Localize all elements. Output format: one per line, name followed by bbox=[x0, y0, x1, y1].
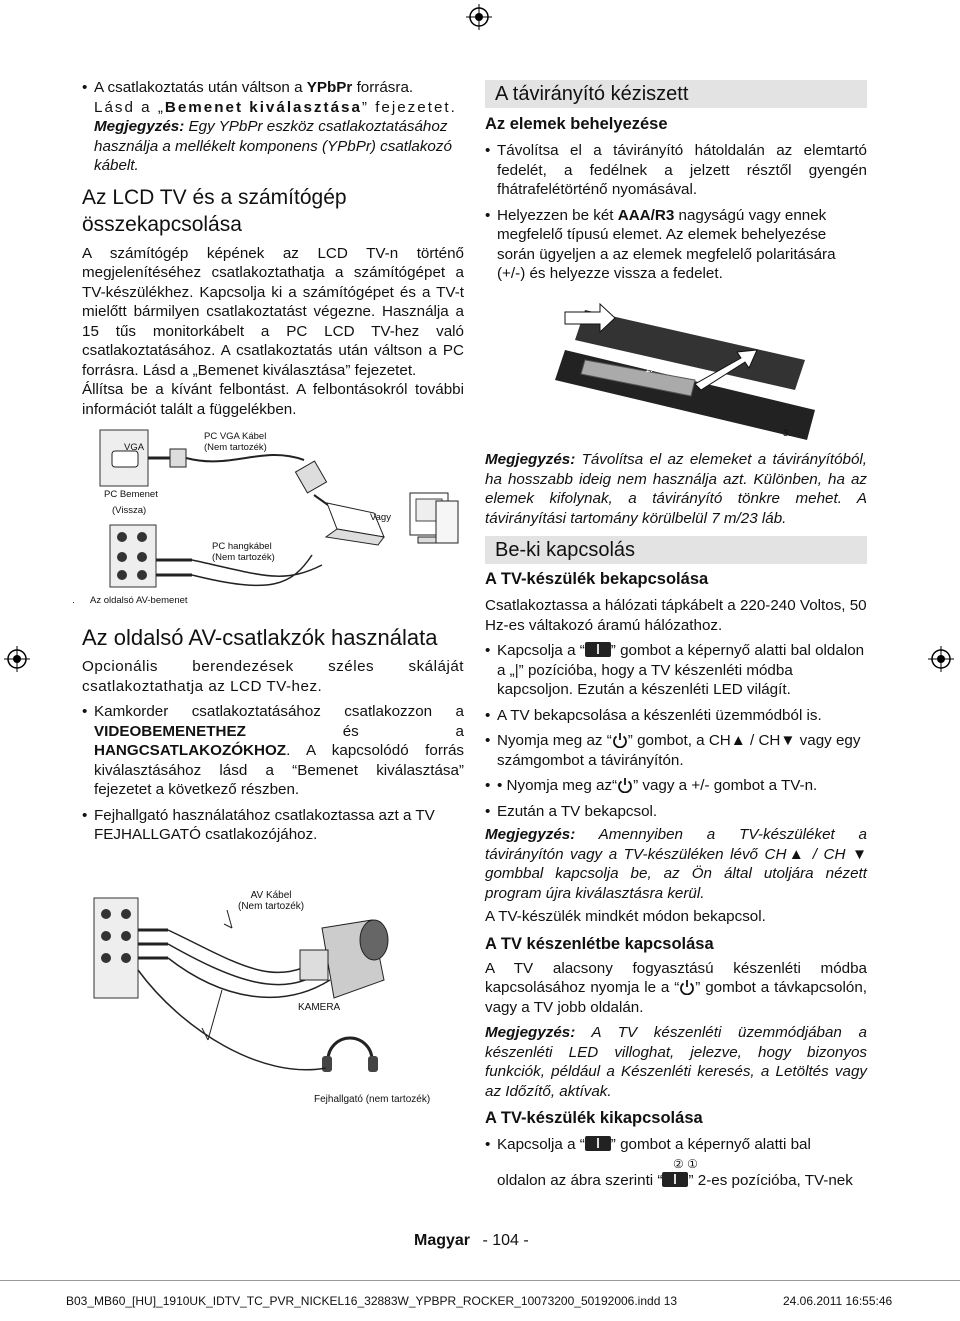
standby-note: Megjegyzés: A TV készenléti üzemmódjában a készenléti LED villoghat, jelezve, hogy bizonyos funkciók, például a Készenléti keresés, a Letöltés vagy az Időzítő, aktívak. bbox=[485, 1024, 867, 1100]
footer-date: 24.06.2011 16:55:46 bbox=[783, 1294, 893, 1308]
standby-icon bbox=[617, 777, 633, 793]
language-label: Magyar bbox=[414, 1232, 471, 1249]
av-connection-illustration bbox=[82, 880, 472, 1110]
headphone-label: Fejhallgató (nem tartozék) bbox=[314, 1094, 431, 1105]
pc-connection-illustration bbox=[82, 425, 472, 620]
av-intro: Opcionális berendezések széles skáláját csatlakoztathatja az LCD TV-hez. bbox=[82, 658, 464, 695]
off-subheading: A TV-készülék kikapcsolása bbox=[485, 1109, 703, 1127]
footer-rule bbox=[0, 1280, 960, 1281]
off-bullet-1: • Kapcsolja a “ ” gombot a képernyő alatti bal bbox=[485, 1135, 867, 1155]
vga-cable-label: PC VGA Kábel (Nem tartozék) bbox=[204, 431, 267, 453]
registration-mark-icon bbox=[466, 4, 492, 30]
pc-connection-figure bbox=[72, 425, 472, 620]
pc-text: A számítógép képének az LCD TV-n történő megjelenítéséhez csatlakoztathatja a számítógépet a TV-készülékhez. Kapcsolja ki a számítógépet és a TV-t mielőtt bármilyen csatlakoztatást végezne. Használja a 15 tűs monitorkábelt a PC LCD TV-hez való csatlakoztatásához. A csatlakoztatás után váltson a PC forrásra. Lásd a „Bemenet kiválasztása” fejezetet. bbox=[82, 244, 464, 379]
back-label: (Vissza) bbox=[112, 505, 147, 516]
off-position-numbers: ② ① bbox=[673, 1156, 698, 1171]
battery-subheading: Az elemek behelyezése bbox=[485, 115, 668, 133]
on-bullet-1: • Kapcsolja a “ ” gombot a képernyő alatti bal oldalon a „|” pozícióba, hogy a TV készenléti módba kapcsoljon. Ezután a készenléti LED világít. bbox=[485, 641, 867, 700]
av-heading: Az oldalsó AV-csatlakzók használata bbox=[82, 625, 438, 650]
power-switch-icon bbox=[662, 1172, 688, 1187]
or-label: Vagy bbox=[370, 512, 391, 523]
side-av-label: Az oldalsó AV-bemenet bbox=[90, 595, 188, 606]
av-camcorder-bullet: • Kamkorder csatlakoztatásához csatlakozzon a VIDEOBEMENETHEZ és a HANGCSATLAKOZÓKHOZ. A kapcsolódó forrás kiválasztásához lásd a “Bemenet kiválasztása” fejezetet a következő részben. bbox=[82, 702, 464, 800]
remote-heading: A távirányító kéziszett bbox=[485, 80, 867, 108]
step-3-label: 3. bbox=[783, 428, 791, 439]
standby-icon bbox=[679, 979, 695, 995]
on-text-2: A TV-készülék mindkét módon bekapcsol. bbox=[485, 908, 766, 925]
standby-subheading: A TV készenlétbe kapcsolása bbox=[485, 934, 714, 953]
av-cable-label: AV Kábel (Nem tartozék) bbox=[238, 890, 305, 912]
left-column-top bbox=[82, 78, 464, 419]
pc-input-label: PC Bemenet bbox=[104, 489, 158, 500]
on-bullet-4: • • Nyomja meg az“ ” vagy a +/- gombot a TV-n. bbox=[485, 776, 867, 796]
pc-heading: Az LCD TV és a számítógép összekapcsolása bbox=[82, 185, 347, 236]
step-1-label: 1. bbox=[645, 364, 653, 375]
footer-filename: B03_MB60_[HU]_1910UK_IDTV_TC_PVR_NICKEL16_32883W_YPBPR_ROCKER_10073200_50192006.indd 13 bbox=[66, 1294, 678, 1308]
registration-mark-icon bbox=[928, 646, 954, 672]
onoff-heading: Be-ki kapcsolás bbox=[485, 536, 867, 564]
power-switch-icon bbox=[585, 642, 611, 657]
on-text: Csatlakoztassa a hálózati tápkábelt a 220-240 Voltos, 50 Hz-es váltakozó áramú hálózathoz. bbox=[485, 597, 867, 634]
right-column-top bbox=[485, 80, 867, 284]
remote-battery-illustration bbox=[545, 300, 835, 440]
step-2-label: 2. bbox=[645, 428, 653, 439]
battery-note: Megjegyzés: Távolítsa el az elemeket a távirányítóból, ha hosszabb ideig nem használja azt. Különben, ha az elemek kifolynak, a távirányító tönkre mehet. A távirányítási tartomány körülbelül 7 m/23 láb. bbox=[485, 451, 867, 527]
av-connection-figure bbox=[82, 880, 472, 1110]
off-line-2: oldalon az ábra szerinti “ ” 2-es pozícióba, TV-nek bbox=[497, 1171, 853, 1189]
battery-bullet-2: • Helyezzen be két AAA/R3 nagyságú vagy ennek megfelelő típusú elemet. Az elemek behelyezése során ügyeljen a az elemek megfelelő polaritására (+/-) és helyezze vissza a fedelet. bbox=[485, 206, 867, 284]
standby-text: A TV alacsony fogyasztású készenléti módba kapcsolásához nyomja le a “ ” gombot a távkapcsolón, vagy a TV jobb oldalán. bbox=[485, 959, 867, 1016]
right-column-bottom bbox=[485, 450, 867, 1190]
ypbpr-see-chapter: Lásd a „Bemenet kiválasztása” fejezetet. bbox=[94, 98, 457, 116]
standby-icon bbox=[612, 732, 628, 748]
battery-bullet-1: • Távolítsa el a távirányító hátoldalán az elemtartó fedelét, a fedélnek a jelzett résztől gyengén fhátrafelétörténő nyomásával. bbox=[485, 141, 867, 200]
on-bullet-5: • Ezután a TV bekapcsol. bbox=[485, 802, 867, 822]
camera-label: KAMERA bbox=[298, 1002, 341, 1013]
on-bullet-3: • Nyomja meg az “ ” gombot, a CH▲ / CH▼ vagy egy számgombot a távirányítón. bbox=[485, 731, 867, 770]
registration-mark-icon bbox=[4, 646, 30, 672]
on-bullet-2: • A TV bekapcsolása a készenléti üzemmódból is. bbox=[485, 706, 867, 726]
left-column-av bbox=[82, 624, 464, 845]
pc-text-2: Állítsa be a kívánt felbontást. A felbontásokról további információt talált a függelékben. bbox=[82, 381, 464, 418]
page-number-value: - 104 - bbox=[482, 1232, 529, 1249]
ypbpr-source-bullet: • A csatlakoztatás után váltson a YPbPr forrásra. bbox=[82, 78, 464, 98]
audio-cable-label: PC hangkábel (Nem tartozék) bbox=[212, 541, 275, 563]
figure-dot: · bbox=[72, 597, 76, 608]
vga-port-label: VGA bbox=[124, 442, 145, 453]
page-number bbox=[414, 1232, 529, 1250]
ypbpr-note: Megjegyzés: Egy YPbPr eszköz csatlakoztatásához használja a mellékelt komponens (YPbPr) csatlakozó kábelt. bbox=[94, 118, 452, 174]
on-subheading: A TV-készülék bekapcsolása bbox=[485, 570, 709, 588]
power-switch-icon bbox=[585, 1136, 611, 1151]
av-headphone-bullet: • Fejhallgató használatához csatlakoztassa azt a TV FEJHALLGATÓ csatlakozójához. bbox=[82, 806, 464, 845]
on-note: Megjegyzés: Amennyiben a TV-készüléket a távirányítón vagy a TV-készüléken lévő CH▲ / CH ▼ gombbal kapcsolja be, az Ön által utoljára nézett program újra kiválasztásra kerül. bbox=[485, 826, 867, 902]
battery-figure bbox=[545, 300, 835, 440]
